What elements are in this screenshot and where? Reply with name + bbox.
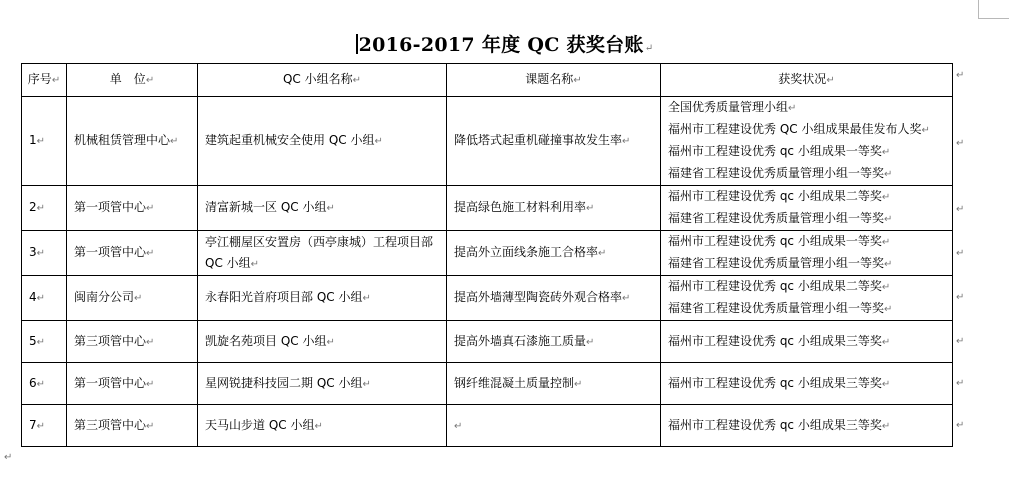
header-unit[interactable]: 单 位↵ xyxy=(67,64,198,97)
cell-group[interactable]: 天马山步道 QC 小组↵ xyxy=(198,405,447,447)
cell-no[interactable]: 6↵ xyxy=(22,363,67,405)
cell-topic[interactable]: 提高绿色施工材料利用率↵ xyxy=(447,186,661,231)
cell-awards[interactable] xyxy=(661,276,953,321)
award-line: 福州市工程建设优秀 qc 小组成果二等奖↵ xyxy=(668,279,891,293)
cell-unit[interactable]: 闽南分公司↵ xyxy=(67,276,198,321)
cell-awards[interactable] xyxy=(661,97,953,186)
table-row xyxy=(22,186,953,231)
award-line: 全国优秀质量管理小组↵ xyxy=(668,100,797,114)
header-awards[interactable]: 获奖状况↵ xyxy=(661,64,953,97)
table-header-row xyxy=(22,64,953,97)
header-group[interactable]: QC 小组名称↵ xyxy=(198,64,447,97)
cell-awards[interactable] xyxy=(661,231,953,276)
cell-group[interactable]: 凯旋名苑项目 QC 小组↵ xyxy=(198,321,447,363)
award-line: 福建省工程建设优秀质量管理小组一等奖↵ xyxy=(668,166,893,180)
cell-unit[interactable]: 第一项管中心↵ xyxy=(67,186,198,231)
cell-group[interactable]: 清富新城一区 QC 小组↵ xyxy=(198,186,447,231)
cell-no[interactable]: 3↵ xyxy=(22,231,67,276)
cell-group[interactable]: 亭江棚屋区安置房（西亭康城）工程项目部 QC 小组↵ xyxy=(198,231,447,276)
award-line: 福州市工程建设优秀 qc 小组成果二等奖↵ xyxy=(668,189,891,203)
page-corner-mark xyxy=(978,0,1009,19)
row-end-mark: ↵ xyxy=(956,248,965,259)
row-end-mark: ↵ xyxy=(956,420,965,431)
cell-group[interactable]: 建筑起重机械安全使用 QC 小组↵ xyxy=(198,97,447,186)
document-title: 2016-2017 年度 QC 获奖台账 xyxy=(358,34,644,56)
cell-unit[interactable]: 第三项管中心↵ xyxy=(67,405,198,447)
table-row xyxy=(22,276,953,321)
cell-topic[interactable]: 降低塔式起重机碰撞事故发生率↵ xyxy=(447,97,661,186)
cell-unit[interactable]: 第一项管中心↵ xyxy=(67,363,198,405)
award-line: 福州市工程建设优秀 qc 小组成果三等奖↵ xyxy=(668,375,891,390)
cell-topic[interactable]: ↵ xyxy=(447,405,661,447)
table-row xyxy=(22,321,953,363)
table-row xyxy=(22,231,953,276)
cell-no[interactable]: 7↵ xyxy=(22,405,67,447)
cell-group[interactable]: 永春阳光首府项目部 QC 小组↵ xyxy=(198,276,447,321)
award-line: 福州市工程建设优秀 qc 小组成果一等奖↵ xyxy=(668,234,891,248)
cell-topic[interactable]: 提高外墙真石漆施工质量↵ xyxy=(447,321,661,363)
paragraph-mark: ↵ xyxy=(644,43,654,54)
table-row xyxy=(22,363,953,405)
header-topic[interactable]: 课题名称↵ xyxy=(447,64,661,97)
cell-awards[interactable] xyxy=(661,186,953,231)
cell-unit[interactable]: 第一项管中心↵ xyxy=(67,231,198,276)
table-row xyxy=(22,405,953,447)
award-ledger-table xyxy=(21,63,953,447)
row-end-mark: ↵ xyxy=(956,336,965,347)
row-end-mark: ↵ xyxy=(956,292,965,303)
text-cursor xyxy=(356,34,358,54)
award-line: 福建省工程建设优秀质量管理小组一等奖↵ xyxy=(668,301,893,315)
award-line: 福州市工程建设优秀 QC 小组成果最佳发布人奖↵ xyxy=(668,122,930,136)
cell-no[interactable]: 1↵ xyxy=(22,97,67,186)
header-no[interactable]: 序号↵ xyxy=(22,64,67,97)
cell-unit[interactable]: 机械租赁管理中心↵ xyxy=(67,97,198,186)
cell-awards[interactable] xyxy=(661,405,953,447)
cell-no[interactable]: 2↵ xyxy=(22,186,67,231)
award-line: 福建省工程建设优秀质量管理小组一等奖↵ xyxy=(668,256,893,270)
cell-group[interactable]: 星网锐捷科技园二期 QC 小组↵ xyxy=(198,363,447,405)
cell-topic[interactable]: 提高外立面线条施工合格率↵ xyxy=(447,231,661,276)
cell-topic[interactable]: 提高外墙薄型陶瓷砖外观合格率↵ xyxy=(447,276,661,321)
award-line: 福州市工程建设优秀 qc 小组成果三等奖↵ xyxy=(668,417,891,432)
row-end-mark: ↵ xyxy=(956,378,965,389)
cell-topic[interactable]: 钢纤维混凝土质量控制↵ xyxy=(447,363,661,405)
award-line: 福州市工程建设优秀 qc 小组成果三等奖↵ xyxy=(668,333,891,348)
award-line: 福州市工程建设优秀 qc 小组成果一等奖↵ xyxy=(668,144,891,158)
row-end-mark: ↵ xyxy=(956,138,965,149)
table-row xyxy=(22,97,953,186)
cell-awards[interactable] xyxy=(661,321,953,363)
cell-awards[interactable] xyxy=(661,363,953,405)
cell-unit[interactable]: 第三项管中心↵ xyxy=(67,321,198,363)
award-line: 福建省工程建设优秀质量管理小组一等奖↵ xyxy=(668,211,893,225)
document-title-line[interactable] xyxy=(0,30,1009,57)
cell-no[interactable]: 4↵ xyxy=(22,276,67,321)
cell-no[interactable]: 5↵ xyxy=(22,321,67,363)
row-end-mark: ↵ xyxy=(956,204,965,215)
end-paragraph-mark: ↵ xyxy=(4,452,13,463)
row-end-mark: ↵ xyxy=(956,70,965,81)
